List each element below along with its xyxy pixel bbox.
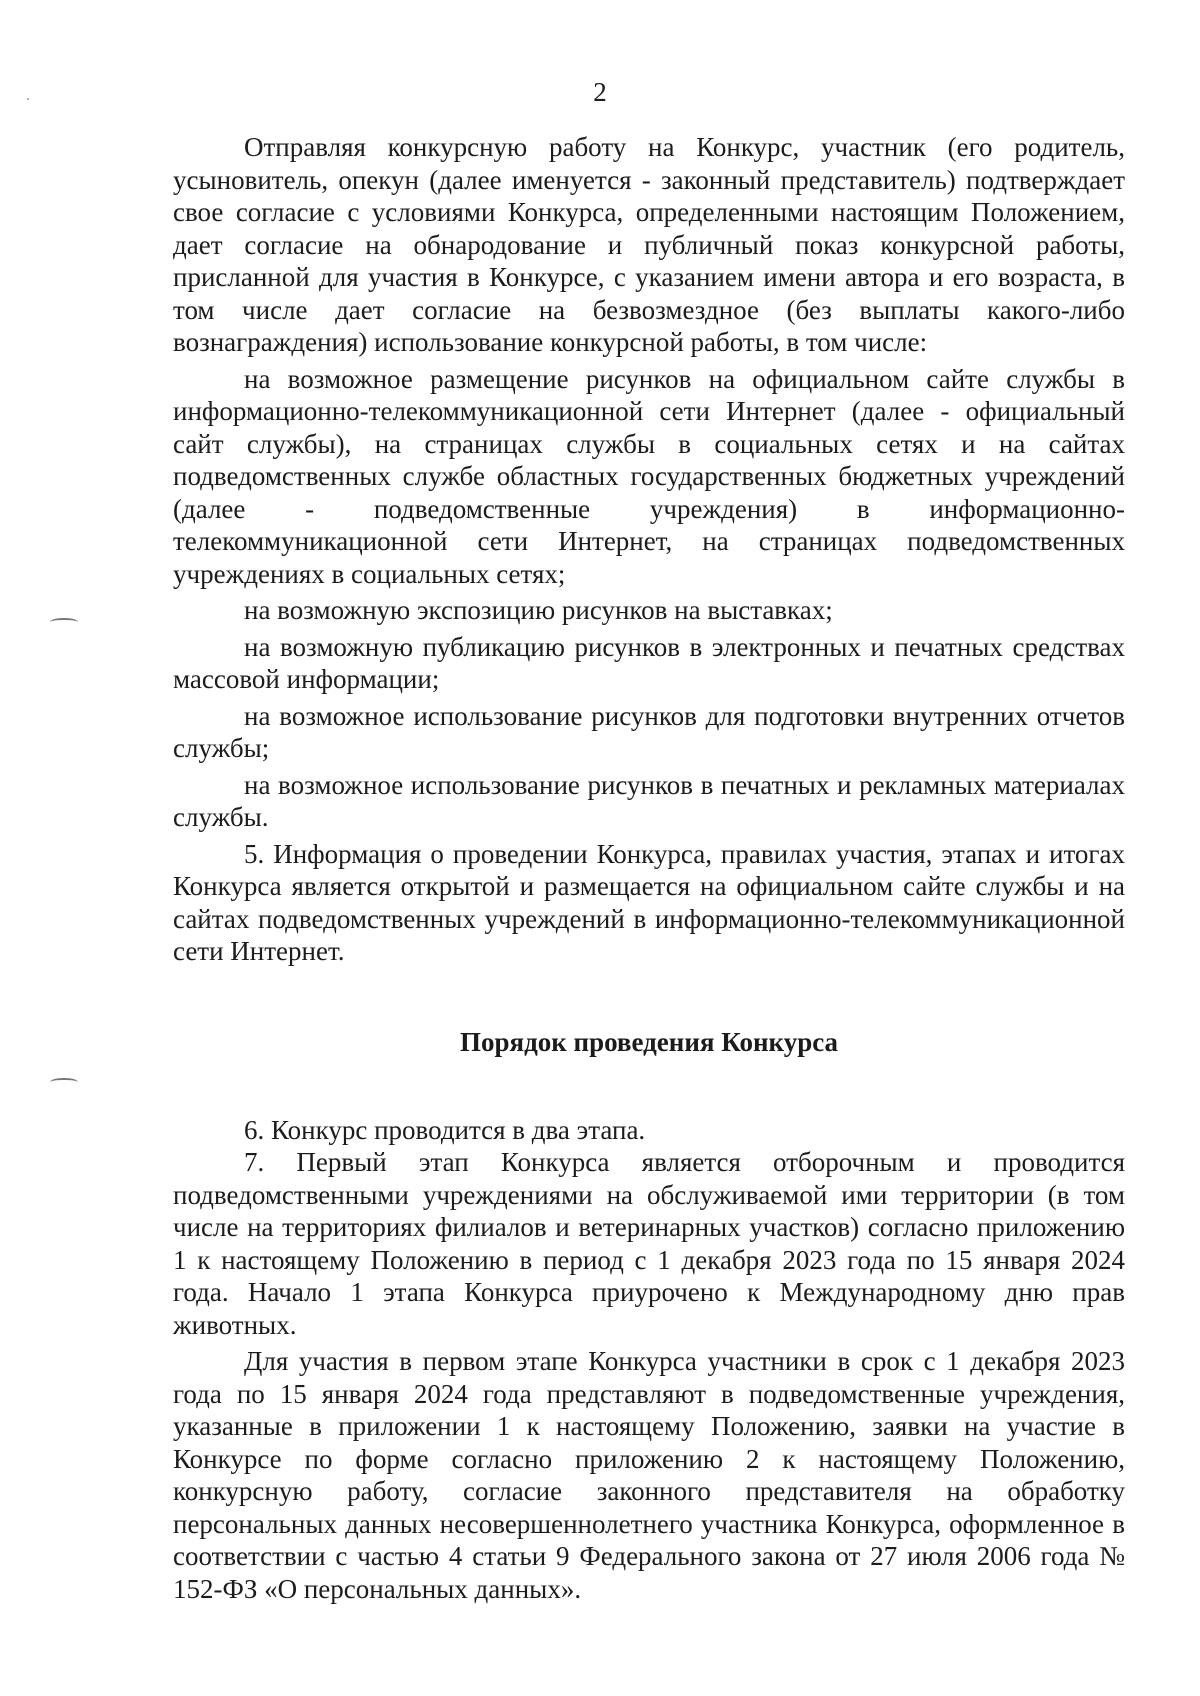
paragraph-consent-website: на возможное размещение рисунков на официальном сайте службы в информационно-телекоммуникационной сети Интернет (далее - официальный сайт службы), на страницах службы в социальных сетях и на сайтах подведомственных службе областных государственных бюджетных учреждений (далее - подведомственные учреждения) в информационно-телекоммуникационной сети Интернет, на страницах подведомственных учреждениях в социальных сетях; <box>173 363 1125 589</box>
document-body <box>173 131 1125 1605</box>
scan-margin-mark <box>50 1078 78 1086</box>
scan-margin-mark <box>50 618 78 626</box>
paragraph-consent-exhibitions: на возможную экспозицию рисунков на выставках; <box>244 595 833 625</box>
paragraph-first-stage-participation: Для участия в первом этапе Конкурса участники в срок с 1 декабря 2023 года по 15 января 2024 года представляют в подведомственные учреждения, указанные в приложении 1 к настоящему Положению, заявки на участие в Конкурсе по форме согласно приложению 2 к настоящему Положению, конкурсную работу, согласие законного представителя на обработку персональных данных несовершеннолетнего участника Конкурса, оформленное в соответствии с частью 4 статьи 9 Федерального закона от 27 июля 2006 года № 152-ФЗ «О персональных данных». <box>173 1346 1125 1604</box>
section-heading: Порядок проведения Конкурса <box>459 1026 839 1057</box>
paragraph-consent-intro: Отправляя конкурсную работу на Конкурс, участник (его родитель, усыновитель, опекун (далее именуется - законный представитель) подтверждает свое согласие с условиями Конкурса, определенными настоящим Положением, дает согласие на обнародование и публичный показ конкурсной работы, присланной для участия в Конкурсе, с указанием имени автора и его возраста, в том числе дает согласие на безвозмездное (без выплаты какого-либо вознаграждения) использование конкурсной работы, в том числе: <box>173 132 1125 357</box>
paragraph-item-7: 7. Первый этап Конкурса является отборочным и проводится подведомственными учреждениями на обслуживаемой ими территории (в том числе на территориях филиалов и ветеринарных участков) согласно приложению 1 к настоящему Положению в период с 1 декабря 2023 года по 15 января 2024 года. Начало 1 этапа Конкурса приурочено к Международному дню прав животных. <box>173 1147 1125 1340</box>
paragraph-consent-advertising: на возможное использование рисунков в печатных и рекламных материалах службы. <box>173 769 1125 832</box>
page-number: 2 <box>593 77 607 107</box>
paragraph-consent-media: на возможную публикацию рисунков в электронных и печатных средствах массовой информации; <box>173 631 1125 694</box>
paragraph-item-5: 5. Информация о проведении Конкурса, правилах участия, этапах и итогах Конкурса является открытой и размещается на официальном сайте службы и на сайтах подведомственных учреждений в информационно-телекоммуникационной сети Интернет. <box>173 838 1125 966</box>
paragraph-consent-reports: на возможное использование рисунков для подготовки внутренних отчетов службы; <box>173 700 1125 763</box>
paragraph-item-6: 6. Конкурс проводится в два этапа. <box>244 1114 646 1145</box>
